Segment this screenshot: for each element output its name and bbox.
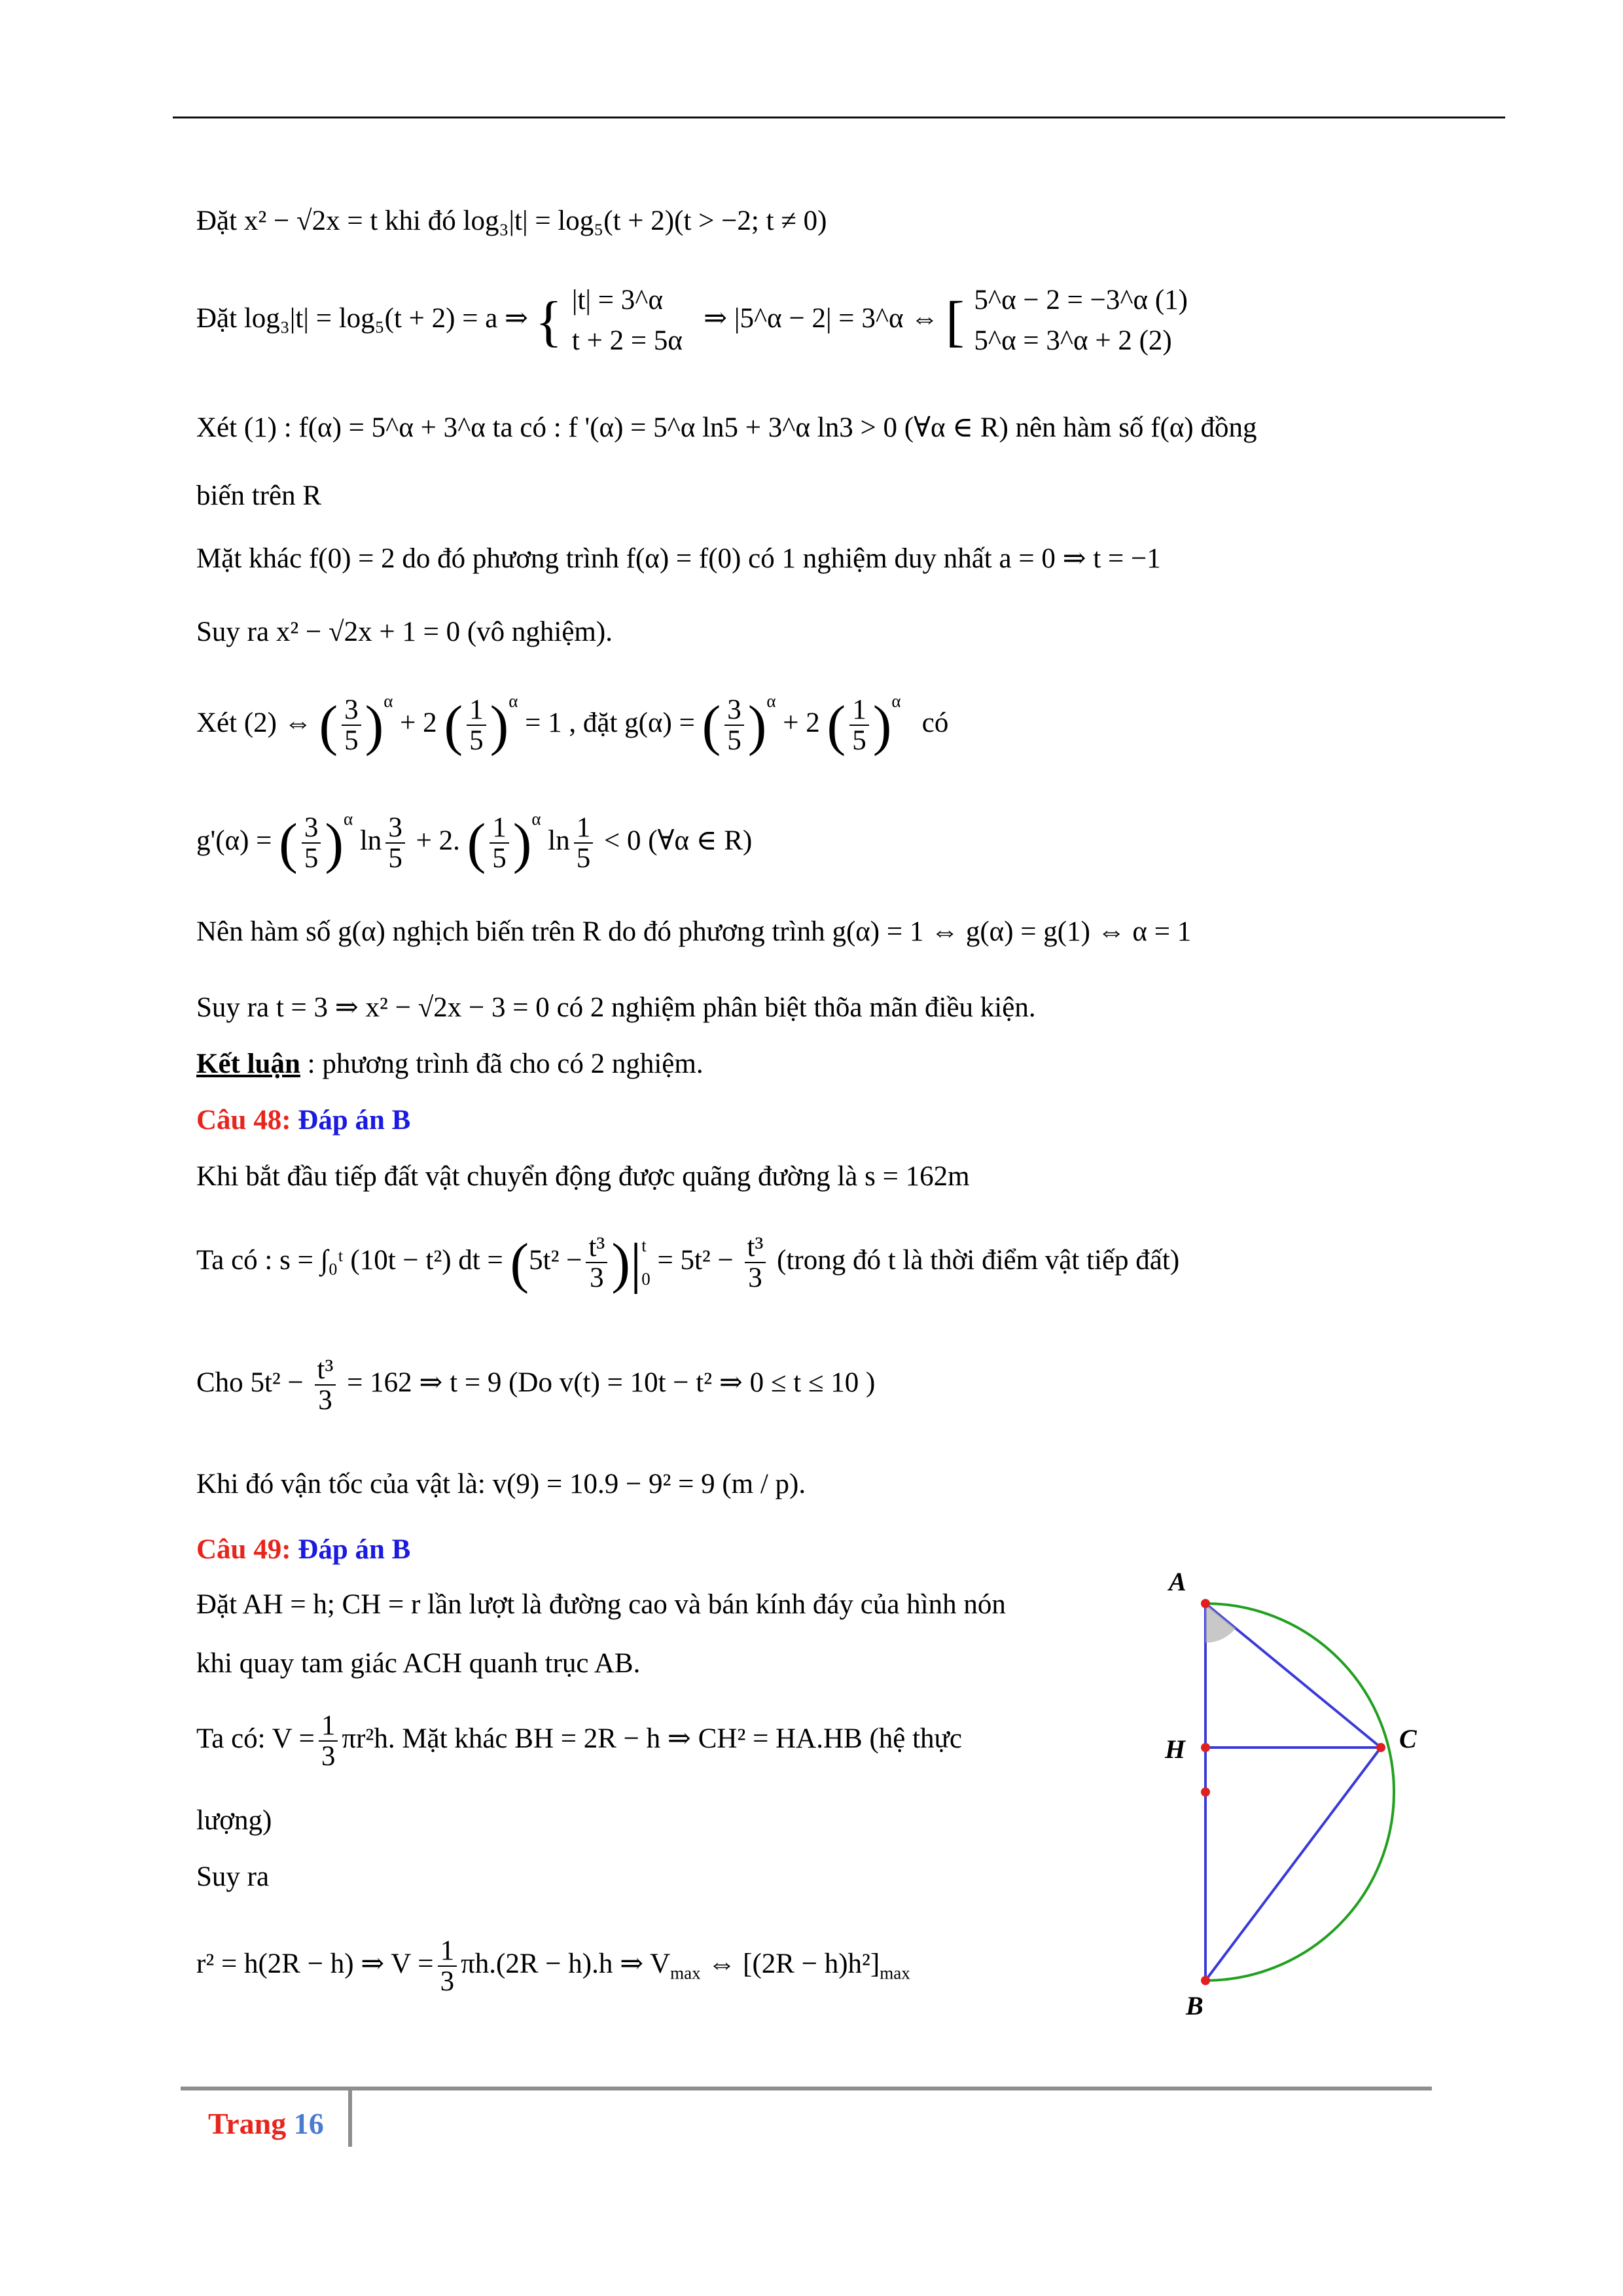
denominator: 3 bbox=[318, 1385, 332, 1416]
fraction bbox=[342, 695, 361, 755]
brace-icon: { bbox=[535, 289, 563, 353]
line-12 bbox=[196, 1162, 970, 1191]
denominator: 3 bbox=[321, 1741, 336, 1772]
line-4 bbox=[196, 482, 321, 510]
text: có bbox=[921, 708, 949, 738]
question-number: Câu 49: bbox=[196, 1534, 291, 1565]
formula: AH = h; CH = r bbox=[242, 1589, 421, 1620]
formula: s = ∫₀ᵗ (10t − t²) dt = bbox=[279, 1245, 503, 1276]
numerator: t³ bbox=[315, 1355, 336, 1386]
question-48-heading bbox=[196, 1106, 410, 1134]
conclusion bbox=[196, 1050, 704, 1078]
formula: 5t² − bbox=[529, 1245, 582, 1276]
formula: ⇔ [(2R − h)h²] bbox=[707, 1948, 880, 1980]
fraction bbox=[849, 695, 869, 755]
exponent: α bbox=[891, 691, 901, 711]
text: Suy ra bbox=[196, 617, 270, 647]
text: Đặt bbox=[196, 303, 238, 334]
line-15 bbox=[196, 1470, 806, 1498]
numerator: 1 bbox=[490, 813, 509, 844]
formula: x² − √2x + 1 = 0 bbox=[276, 617, 461, 647]
line-14 bbox=[196, 1355, 875, 1415]
bracket-icon: [ bbox=[946, 289, 965, 353]
text: (Do bbox=[508, 1367, 552, 1399]
line-7 bbox=[196, 692, 948, 755]
formula: g(α) = bbox=[624, 708, 695, 738]
fraction bbox=[302, 813, 321, 873]
subscript: max bbox=[880, 1963, 910, 1983]
operator: + 2. bbox=[416, 825, 460, 856]
text: nghịch biến trên R do đó phương trình bbox=[392, 916, 825, 947]
segment-BC bbox=[1205, 1748, 1381, 1981]
formula: f(α) = f(0) bbox=[626, 543, 741, 574]
paren: ) bbox=[325, 812, 344, 875]
numerator: 3 bbox=[385, 813, 405, 844]
upper-limit: t bbox=[641, 1236, 647, 1255]
formula: s = 162m bbox=[865, 1161, 970, 1192]
text: do đó phương trình bbox=[402, 543, 619, 574]
text: Ta có: bbox=[196, 1723, 266, 1755]
formula: f(α) bbox=[1150, 412, 1194, 443]
point-O bbox=[1201, 1787, 1210, 1797]
formula: 5t² − bbox=[250, 1367, 304, 1399]
numerator: 1 bbox=[849, 695, 869, 726]
text: khi đó bbox=[385, 206, 456, 236]
line-2 bbox=[196, 280, 1188, 362]
line-13 bbox=[196, 1229, 1179, 1297]
line-10 bbox=[196, 994, 1036, 1022]
paren: ) bbox=[512, 812, 532, 875]
line-3 bbox=[196, 414, 1257, 442]
denominator: 5 bbox=[492, 843, 507, 874]
header-rule bbox=[173, 117, 1505, 118]
exponent: α bbox=[508, 691, 518, 711]
paren: ( bbox=[279, 812, 298, 875]
line-9 bbox=[196, 918, 1191, 946]
text: nên hàm số bbox=[1015, 412, 1144, 443]
numerator: 1 bbox=[319, 1711, 338, 1742]
footer-rule bbox=[181, 2087, 1432, 2090]
formula: v(9) = 10.9 − 9² = 9 (m / p). bbox=[492, 1469, 806, 1499]
formula: BH = 2R − h ⇒ CH² = HA.HB bbox=[514, 1723, 863, 1755]
formula: x² − √2x = t bbox=[243, 206, 378, 236]
formula: f '(α) = 5^α ln5 + 3^α ln3 > 0 (∀α ∈ R) bbox=[568, 412, 1008, 443]
denominator: 5 bbox=[576, 843, 591, 874]
point-H bbox=[1201, 1743, 1210, 1752]
line-1 bbox=[196, 207, 827, 235]
denominator: 5 bbox=[388, 843, 402, 874]
paren: ) bbox=[872, 694, 892, 757]
answer-label: Đáp án B bbox=[298, 1105, 411, 1136]
question-49-heading bbox=[196, 1535, 410, 1564]
formula: = 5t² − bbox=[657, 1245, 734, 1276]
formula: log₃|t| = log₅(t + 2) = a ⇒ bbox=[243, 303, 529, 334]
paren: ) bbox=[611, 1231, 630, 1295]
text: Xét (1) : bbox=[196, 412, 292, 443]
text: Đặt bbox=[196, 1589, 238, 1620]
formula: g'(α) = bbox=[196, 825, 272, 856]
numerator: 1 bbox=[574, 813, 594, 844]
case: 5^α − 2 = −3^α (1) bbox=[974, 285, 1188, 315]
paren: ) bbox=[747, 694, 767, 757]
formula: a = 0 ⇒ t = −1 bbox=[999, 543, 1161, 574]
conclusion-label: Kết luận bbox=[196, 1049, 300, 1079]
formula: v(t) = 10t − t² ⇒ 0 ≤ t ≤ 10 bbox=[559, 1367, 859, 1399]
formula: πr²h. bbox=[342, 1723, 395, 1755]
formula: = 162 ⇒ t = 9 bbox=[347, 1367, 502, 1399]
numerator: 3 bbox=[302, 813, 321, 844]
page-number-value: 16 bbox=[293, 2107, 324, 2140]
denominator: 5 bbox=[304, 843, 319, 874]
line-16 bbox=[196, 1590, 1006, 1619]
fraction bbox=[385, 813, 405, 873]
text: đồng bbox=[1200, 412, 1257, 443]
formula: g(α) bbox=[338, 916, 385, 947]
operator: + 2 bbox=[400, 708, 437, 738]
text: = 1 , đặt bbox=[525, 708, 618, 738]
formula: g(α) = 1 ⇔ g(α) = g(1) ⇔ α = 1 bbox=[832, 916, 1192, 947]
point-C bbox=[1376, 1743, 1385, 1752]
denominator: 3 bbox=[590, 1263, 604, 1294]
formula: < 0 (∀α ∈ R) bbox=[603, 825, 753, 856]
numerator: 3 bbox=[342, 695, 361, 726]
text: Mặt khác bbox=[196, 543, 302, 574]
fraction bbox=[315, 1355, 336, 1415]
label-A: A bbox=[1169, 1567, 1186, 1596]
line-6 bbox=[196, 618, 613, 646]
denominator: 5 bbox=[469, 725, 484, 757]
formula: V = bbox=[272, 1723, 315, 1755]
exponent: α bbox=[766, 691, 776, 711]
line-21 bbox=[196, 1936, 910, 1996]
exponent: α bbox=[531, 809, 541, 829]
text: (vô nghiệm). bbox=[467, 617, 613, 647]
exponent: α bbox=[343, 809, 353, 829]
operator: + 2 bbox=[783, 708, 820, 738]
fraction bbox=[319, 1711, 338, 1771]
text: : phương trình đã cho có 2 nghiệm. bbox=[300, 1049, 704, 1079]
text: biến trên R bbox=[196, 480, 322, 511]
formula: πh.(2R − h).h ⇒ V bbox=[461, 1948, 671, 1980]
line-18 bbox=[196, 1711, 962, 1771]
denominator: 5 bbox=[727, 725, 741, 757]
limits bbox=[641, 1229, 651, 1297]
point-B bbox=[1201, 1976, 1210, 1985]
text: có 2 nghiệm phân biệt thõa mãn điều kiện. bbox=[556, 992, 1036, 1023]
subscript: max bbox=[670, 1963, 701, 1983]
denominator: 5 bbox=[852, 725, 866, 757]
paren: ) bbox=[490, 694, 509, 757]
point-A bbox=[1201, 1599, 1210, 1608]
line-8 bbox=[196, 810, 752, 873]
paren: ( bbox=[319, 694, 338, 757]
text: Cho bbox=[196, 1367, 243, 1399]
label-C: C bbox=[1399, 1724, 1417, 1753]
line-19 bbox=[196, 1806, 272, 1835]
fraction bbox=[586, 1232, 607, 1293]
numerator: 3 bbox=[724, 695, 744, 726]
formula: f(α) = 5^α + 3^α bbox=[298, 412, 486, 443]
formula: t = 3 ⇒ x² − √2x − 3 = 0 bbox=[276, 992, 550, 1023]
text: khi quay tam giác ACH quanh trục AB. bbox=[196, 1648, 641, 1679]
case: 5^α = 3^α + 2 (2) bbox=[974, 325, 1172, 357]
fraction bbox=[467, 695, 486, 755]
fraction bbox=[490, 813, 509, 873]
paren: ( bbox=[702, 694, 721, 757]
footer-divider bbox=[348, 2089, 352, 2147]
denominator: 5 bbox=[344, 725, 359, 757]
formula: log₃|t| = log₅(t + 2)(t > −2; t ≠ 0) bbox=[463, 206, 827, 236]
exponent: α bbox=[383, 691, 393, 711]
text: Suy ra bbox=[196, 992, 270, 1023]
text: Mặt khác bbox=[402, 1723, 508, 1755]
text: ta có : bbox=[492, 412, 562, 443]
label-H: H bbox=[1165, 1734, 1186, 1764]
line-20 bbox=[196, 1863, 269, 1891]
text: có 1 nghiệm duy nhất bbox=[748, 543, 992, 574]
question-number: Câu 48: bbox=[196, 1105, 291, 1136]
text: Nên hàm số bbox=[196, 916, 331, 947]
denominator: 3 bbox=[440, 1966, 455, 1998]
line-5 bbox=[196, 545, 1161, 573]
system-cases bbox=[572, 280, 683, 362]
text: Đặt bbox=[196, 206, 238, 236]
numerator: t³ bbox=[586, 1232, 607, 1263]
cone-diagram bbox=[1152, 1558, 1427, 2029]
formula: r² = h(2R − h) ⇒ V = bbox=[196, 1948, 434, 1980]
text: Ta có : bbox=[196, 1245, 273, 1276]
fraction bbox=[438, 1936, 457, 1996]
label-B: B bbox=[1186, 1991, 1204, 2020]
text: Xét (2) ⇔ bbox=[196, 708, 312, 738]
numerator: 1 bbox=[467, 695, 486, 726]
text: (hệ thực bbox=[869, 1723, 962, 1755]
evaluation-bar-icon: | bbox=[630, 1231, 642, 1295]
text: Suy ra bbox=[196, 1861, 270, 1892]
paren: ( bbox=[467, 812, 486, 875]
answer-label: Đáp án B bbox=[298, 1534, 411, 1565]
denominator: 3 bbox=[748, 1263, 762, 1294]
paren: ( bbox=[444, 694, 463, 757]
paren: ( bbox=[510, 1231, 529, 1295]
operator: ln bbox=[548, 825, 570, 856]
formula: ⇒ |5^α − 2| = 3^α ⇔ bbox=[704, 303, 939, 334]
text: Khi bắt đầu tiếp đất vật chuyển động được quãng đường là bbox=[196, 1161, 858, 1192]
paren: ( bbox=[827, 694, 846, 757]
text: lượng) bbox=[196, 1805, 272, 1836]
text: ) bbox=[866, 1367, 876, 1399]
text: (trong đó t là thời điểm vật tiếp đất) bbox=[777, 1245, 1180, 1276]
paren: ) bbox=[365, 694, 384, 757]
operator: ln bbox=[359, 825, 382, 856]
alternative-cases bbox=[974, 280, 1188, 362]
text: lần lượt là đường cao và bán kính đáy của hình nón bbox=[427, 1589, 1006, 1620]
text: Khi đó vận tốc của vật là: bbox=[196, 1469, 486, 1499]
fraction bbox=[745, 1232, 766, 1293]
case: t + 2 = 5α bbox=[571, 325, 683, 357]
numerator: t³ bbox=[745, 1232, 766, 1263]
page-label: Trang bbox=[208, 2107, 287, 2140]
case: |t| = 3^α bbox=[571, 285, 663, 315]
fraction bbox=[574, 813, 594, 873]
line-17 bbox=[196, 1649, 640, 1677]
formula: f(0) = 2 bbox=[308, 543, 395, 574]
lower-limit: 0 bbox=[641, 1269, 651, 1289]
fraction bbox=[724, 695, 744, 755]
page-number bbox=[208, 2106, 324, 2141]
numerator: 1 bbox=[438, 1936, 457, 1967]
semicircle-arc bbox=[1205, 1604, 1394, 1981]
